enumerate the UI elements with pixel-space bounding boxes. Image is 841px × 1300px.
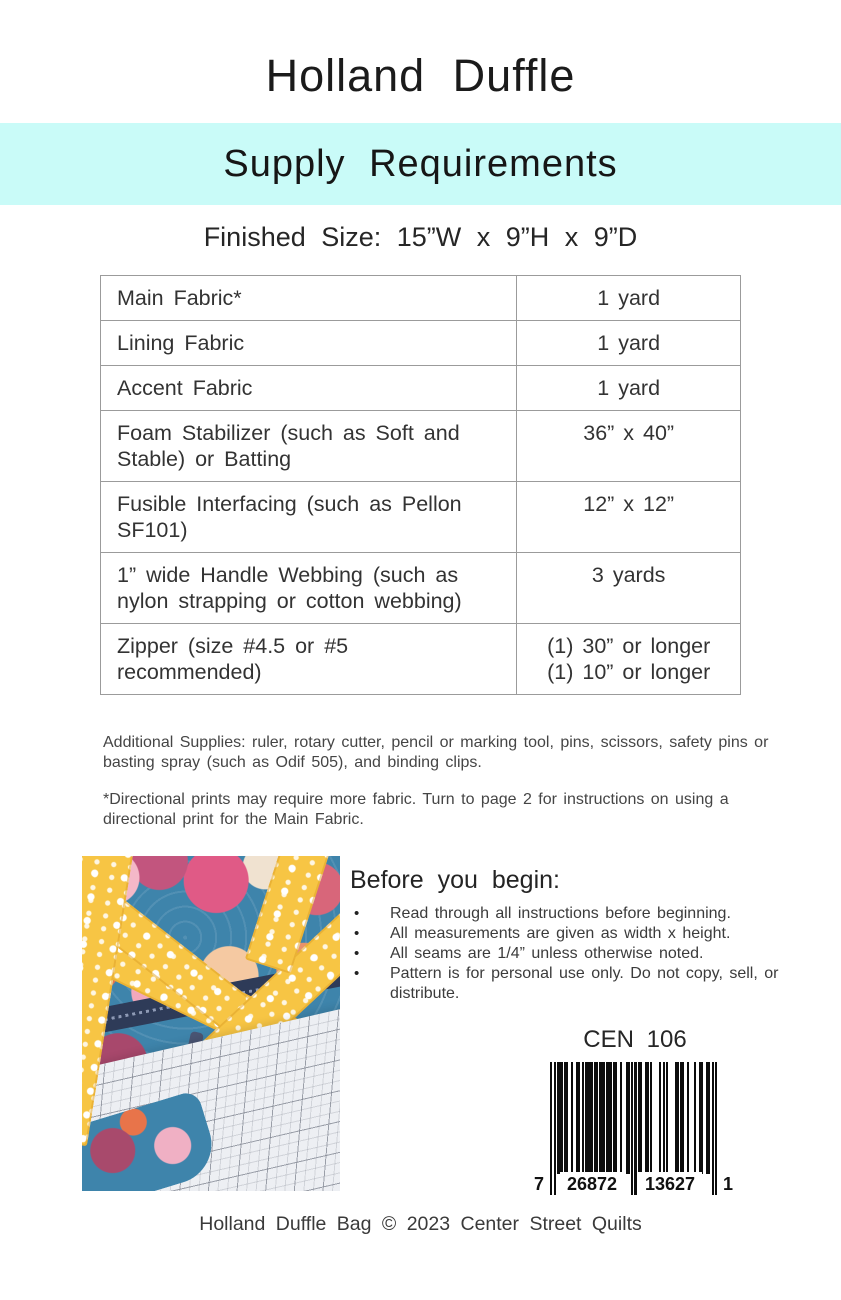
list-item: • All measurements are given as width x height. xyxy=(350,924,810,944)
additional-supplies-note: Additional Supplies: ruler, rotary cutter, pencil or marking tool, pins, scissors, safety pins or basting spray (such as Odif 505), and binding clips. xyxy=(103,734,769,771)
upc-barcode xyxy=(533,1062,733,1195)
item-cell: Fusible Interfacing (such as Pellon SF101) xyxy=(101,482,517,553)
qty-cell: 12” x 12” xyxy=(517,482,741,553)
qty-cell: 36” x 40” xyxy=(517,411,741,482)
supply-table-body xyxy=(101,276,741,695)
table-row xyxy=(101,366,741,411)
item-cell: Main Fabric* xyxy=(101,276,517,321)
before-you-begin-list xyxy=(350,904,810,1004)
table-row xyxy=(101,411,741,482)
finished-size: Finished Size: 15”W x 9”H x 9”D xyxy=(203,222,638,252)
item-cell: Accent Fabric xyxy=(101,366,517,411)
list-item: • Pattern is for personal use only. Do not copy, sell, or distribute. xyxy=(350,964,810,1004)
qty-cell: 1 yard xyxy=(517,366,741,411)
table-row xyxy=(101,321,741,366)
item-cell: Zipper (size #4.5 or #5 recommended) xyxy=(101,624,517,695)
table-row xyxy=(101,553,741,624)
duffle-bag-photo xyxy=(82,856,340,1191)
product-code: CEN 106 xyxy=(583,1026,687,1053)
section-banner xyxy=(0,123,841,205)
qty-cell: 1 yard xyxy=(517,321,741,366)
section-banner-label: Supply Requirements xyxy=(223,143,618,185)
item-cell: Foam Stabilizer (such as Soft and Stable) or Batting xyxy=(101,411,517,482)
table-row xyxy=(101,276,741,321)
table-row xyxy=(101,482,741,553)
barcode-digit-group: 13627 xyxy=(638,1172,702,1195)
qty-cell: (1) 30” or longer (1) 10” or longer xyxy=(517,624,741,695)
barcode-digit-group: 26872 xyxy=(560,1172,624,1195)
qty-cell: 1 yard xyxy=(517,276,741,321)
copyright: Holland Duffle Bag © 2023 Center Street Quilts xyxy=(199,1213,642,1235)
page-title: Holland Duffle xyxy=(265,50,576,101)
list-item: • All seams are 1/4” unless otherwise noted. xyxy=(350,944,810,964)
list-item: • Read through all instructions before beginning. xyxy=(350,904,810,924)
table-row xyxy=(101,624,741,695)
before-you-begin-section xyxy=(350,866,810,1004)
before-you-begin-heading: Before you begin: xyxy=(350,866,560,894)
item-cell: Lining Fabric xyxy=(101,321,517,366)
barcode-digit-group: 1 xyxy=(722,1174,733,1194)
item-cell: 1” wide Handle Webbing (such as nylon strapping or cotton webbing) xyxy=(101,553,517,624)
directional-print-note: *Directional prints may require more fabric. Turn to page 2 for instructions on using a directional print for the Main Fabric. xyxy=(103,791,729,828)
qty-cell: 3 yards xyxy=(517,553,741,624)
barcode-digit-group: 7 xyxy=(533,1174,544,1194)
supply-table xyxy=(100,275,741,695)
